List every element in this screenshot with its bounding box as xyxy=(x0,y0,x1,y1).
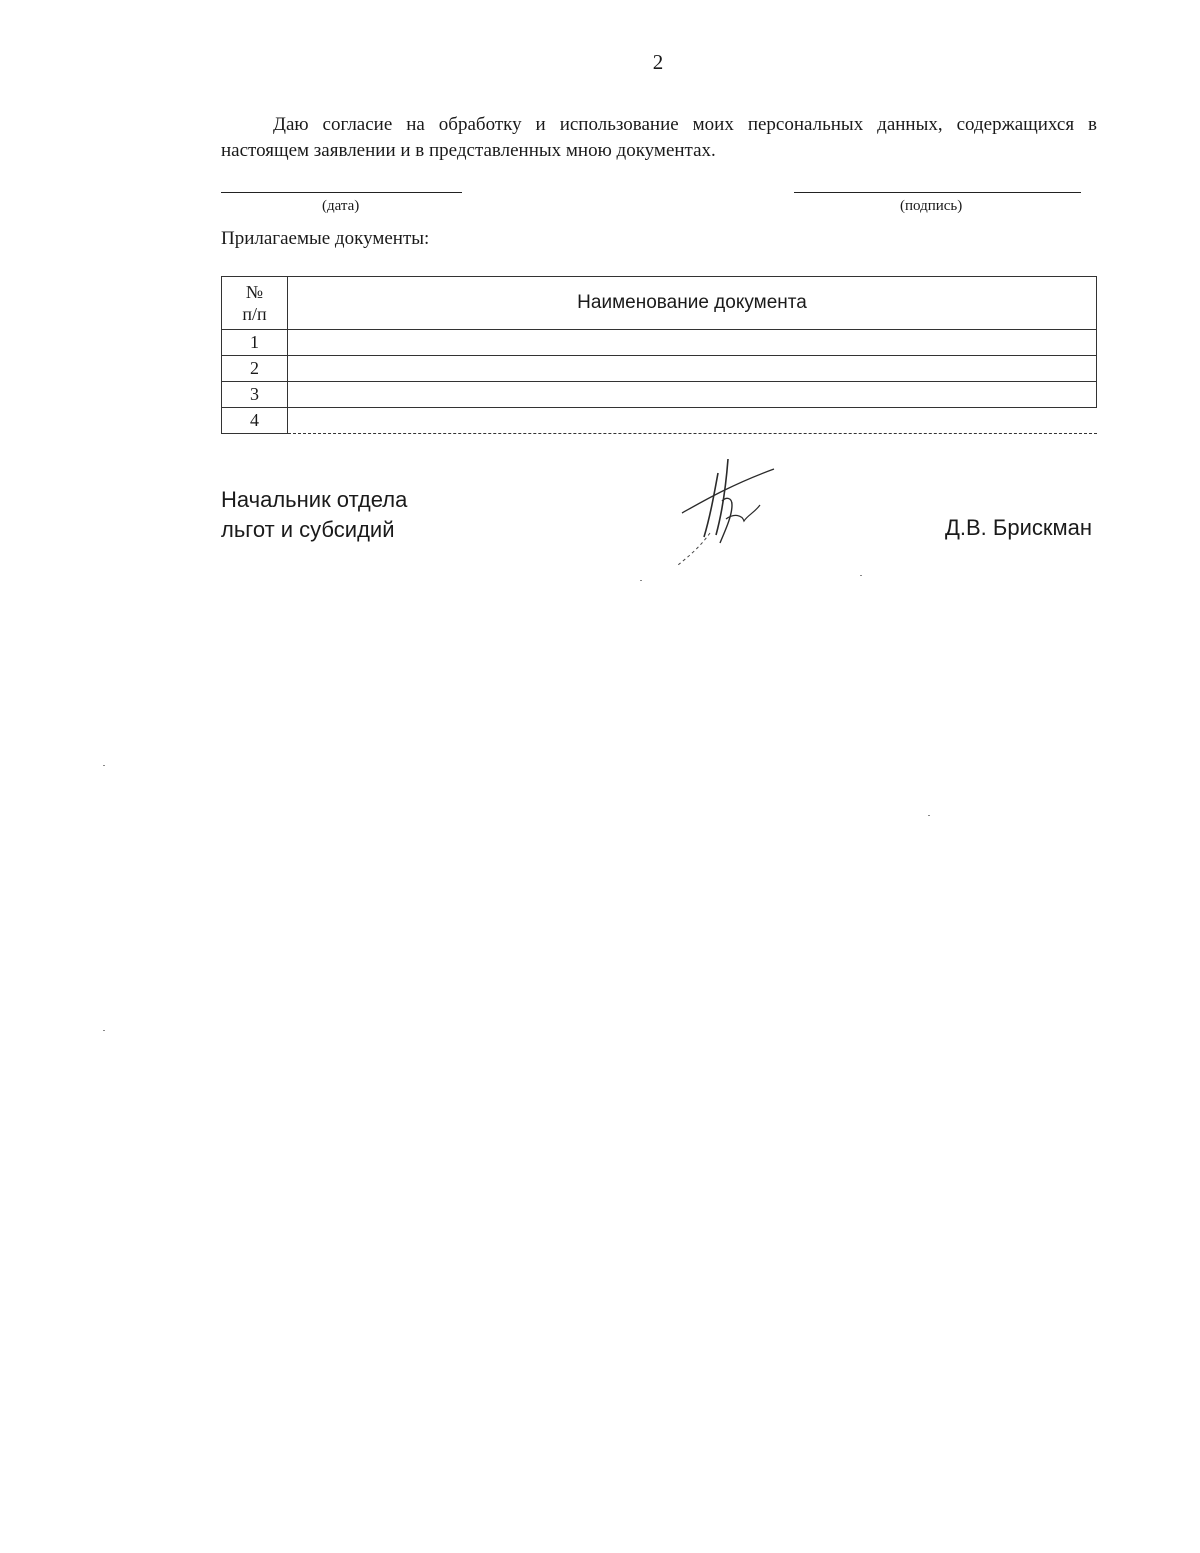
table-row xyxy=(222,330,1097,356)
scan-speck xyxy=(640,580,642,581)
signature-line xyxy=(794,192,1081,193)
table-row xyxy=(222,382,1097,408)
row-number: 2 xyxy=(222,356,288,382)
scan-speck xyxy=(103,1030,105,1031)
row-number: 1 xyxy=(222,330,288,356)
header-num-symbol: № xyxy=(245,282,264,302)
date-caption: (дата) xyxy=(322,198,360,214)
attachments-heading: Прилагаемые документы: xyxy=(221,228,430,249)
document-name-field[interactable] xyxy=(288,330,1097,356)
table-header-row xyxy=(222,277,1097,330)
scan-speck xyxy=(103,765,105,766)
document-name-field[interactable] xyxy=(288,356,1097,382)
scan-speck xyxy=(860,575,862,576)
row-number: 3 xyxy=(222,382,288,408)
handwritten-signature xyxy=(670,455,790,585)
row-number: 4 xyxy=(222,408,288,434)
header-num-cell xyxy=(222,277,288,330)
signatory-name: Д.В. Брискман xyxy=(944,515,1092,540)
signature-caption: (подпись) xyxy=(900,198,963,214)
header-num-abbr: п/п xyxy=(242,304,267,324)
table-row xyxy=(222,356,1097,382)
table-row xyxy=(222,408,1097,434)
position-line-1: Начальник отдела xyxy=(221,487,408,512)
header-name-cell: Наименование документа xyxy=(288,277,1097,330)
attachments-table xyxy=(221,276,1097,434)
position-line-2: льгот и субсидий xyxy=(221,517,395,542)
document-name-field[interactable] xyxy=(288,408,1097,434)
consent-text: Даю согласие на обработку и использование моих персональных данных, содержащихся в настоящем заявлении и в представленных мною документах. xyxy=(221,114,1097,161)
date-line xyxy=(221,192,462,193)
signatory-position xyxy=(221,485,407,545)
page-number: 2 xyxy=(652,50,664,74)
document-name-field[interactable] xyxy=(288,382,1097,408)
scan-speck xyxy=(928,815,930,816)
